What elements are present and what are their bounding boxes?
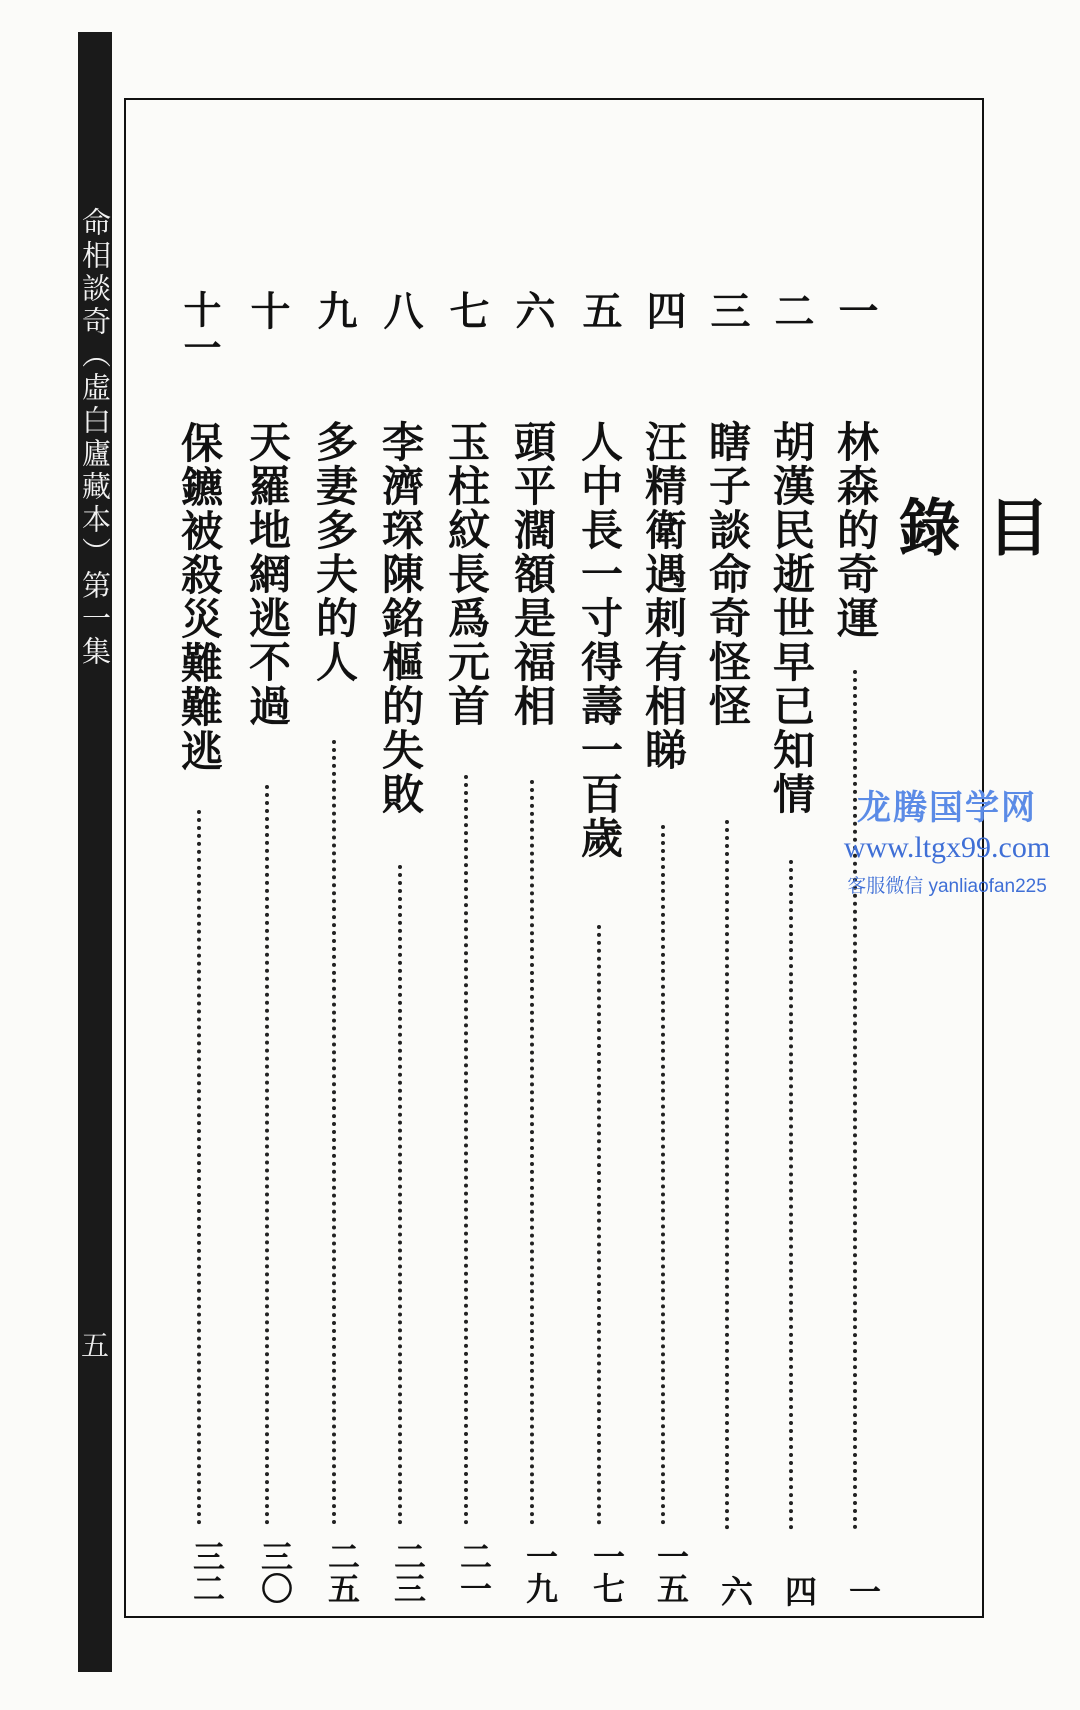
- entry-title: 保鑣被殺災難難逃: [175, 421, 224, 773]
- leader-dots: [725, 820, 729, 1530]
- entry-number: 十一: [177, 290, 222, 366]
- entry-title: 人中長一寸得壽一百歲: [575, 420, 624, 860]
- entry-title: 汪精衛遇刺有相睇: [639, 420, 688, 772]
- entry-number: 一: [832, 290, 879, 330]
- entry-page-number: 一: [844, 1575, 882, 1607]
- entry-page-number: 二五: [323, 1540, 361, 1604]
- toc-entry-3: [702, 290, 752, 728]
- leader-dots: [530, 780, 534, 1525]
- entry-title: 天羅地網逃不過: [243, 420, 292, 728]
- entry-page-number: 二一: [455, 1540, 493, 1604]
- toc-heading-char-2: 錄: [888, 495, 961, 557]
- toc-entry-4: [638, 290, 688, 772]
- entry-number: 二: [768, 290, 815, 330]
- toc-entry-1: [830, 290, 880, 640]
- leader-dots: [332, 740, 336, 1525]
- entry-page-number: 一七: [588, 1540, 626, 1604]
- toc-entry-8: [375, 290, 425, 816]
- toc-heading-char-1: 目: [977, 495, 1050, 557]
- toc-entry-5: [574, 290, 624, 860]
- leader-dots: [789, 860, 793, 1530]
- entry-page-number: 四: [780, 1575, 818, 1607]
- entry-number: 九: [311, 290, 358, 330]
- entry-number: 七: [443, 290, 490, 330]
- leader-dots: [398, 865, 402, 1525]
- toc-entry-10: [242, 290, 292, 728]
- leader-dots: [464, 775, 468, 1525]
- toc-entry-6: [507, 290, 557, 728]
- entry-title: 李濟琛陳銘樞的失敗: [376, 420, 425, 816]
- entry-page-number: 三二: [188, 1540, 226, 1604]
- leader-dots: [265, 785, 269, 1525]
- spine-page-number: 五: [80, 1329, 109, 1362]
- leader-dots: [197, 810, 201, 1525]
- book-spine: [78, 32, 112, 1672]
- entry-title: 頭平濶額是福相: [508, 420, 557, 728]
- entry-page-number: 一九: [521, 1540, 559, 1604]
- entry-title: 胡漢民逝世早已知情: [767, 420, 816, 816]
- entry-number: 四: [640, 290, 687, 330]
- toc-entry-7: [441, 290, 491, 728]
- toc-entry-11: [174, 290, 224, 773]
- entry-title: 多妻多夫的人: [310, 420, 359, 684]
- watermark-name: 龙腾国学网: [857, 789, 1037, 827]
- entry-title: 瞎子談命奇怪怪: [703, 420, 752, 728]
- entry-page-number: 六: [716, 1575, 754, 1607]
- entry-page-number: 一五: [652, 1540, 690, 1604]
- entry-number: 八: [377, 290, 424, 330]
- watermark-url: www.ltgx99.com: [843, 831, 1051, 864]
- entry-number: 六: [509, 290, 556, 330]
- watermark-contact: 客服微信 yanliaofan225: [847, 876, 1047, 897]
- leader-dots: [661, 825, 665, 1525]
- leader-dots: [597, 925, 601, 1525]
- toc-entry-2: [766, 290, 816, 816]
- watermark: [822, 780, 1072, 898]
- entry-page-number: 二三: [389, 1540, 427, 1604]
- spine-title: 命相談奇（虛白廬藏本）第一集: [78, 207, 112, 669]
- entry-title: 林森的奇運: [831, 420, 880, 640]
- entry-number: 三: [704, 290, 751, 330]
- entry-number: 五: [576, 290, 623, 330]
- entry-title: 玉柱紋長爲元首: [442, 420, 491, 728]
- entry-page-number: 三〇: [256, 1540, 294, 1604]
- toc-entry-9: [309, 290, 359, 684]
- entry-number: 十: [244, 290, 291, 330]
